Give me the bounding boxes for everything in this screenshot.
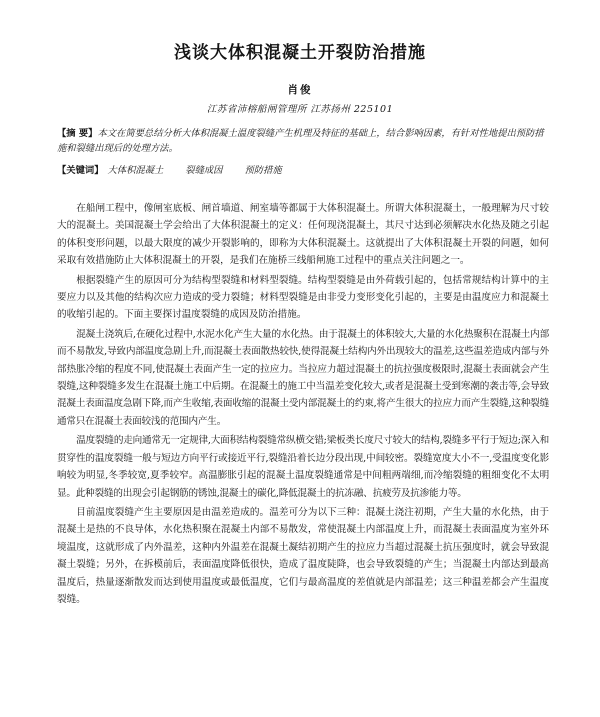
author-name: 肖俊 [287,84,313,96]
keywords-label: 【关键词】 [57,165,104,176]
body-paragraph: 目前温度裂缝产生主要原因是由温差造成的。温差可分为以下三种：混凝土浇注初期，产生大量的水化热，由于混凝土是热的不良导体，水化热积聚在混凝土内部不易散发，常使混凝土内部温度上升，而混凝土表面温度为室外环境温度，这就形成了内外温差，这种内外温差在混凝土凝结初期产生的拉应力当超过混凝土抗压强度时，就会导致混凝土裂缝；另外，在拆模前后，表面温度降低很快，造成了温度陡降，也会导致裂缝的产生；当混凝土内部达到最高温度后，热量逐渐散发而达到使用温度或最低温度，它们与最高温度的差值就是内部温差；这三种温差都会产生温度裂缝。 [57,506,549,605]
keyword: 裂缝成因 [185,165,223,176]
author-affiliation: 江苏省沛榕船闸管理所 江苏扬州 225101 [206,104,394,115]
abstract-label: 【摘 要】 [57,128,98,139]
body-paragraph: 在船闸工程中，像闸室底板、闸首墙道、闸室墙等都属于大体积混凝土。所谓大体积混凝土，一般理解为尺寸较大的混凝土。美国混凝土学会给出了大体积混凝土的定义：任何现浇混凝土，其尺寸达到必须解决水化热及随之引起的体积变形问题，以最大限度的减少开裂影响的，即称为大体积混凝土。这就提出了大体积混凝土开裂的问题，如何采取有效措施防止大体积混凝土的开裂，是我们在施桥三线船闸施工过程中的重点关注问题之一。 [57,203,549,267]
body-text [57,200,549,608]
body-paragraph: 根据裂缝产生的原因可分为结构型裂缝和材料型裂缝。结构型裂缝是由外荷载引起的，包括常规结构计算中的主要应力以及其他的结构次应力造成的受力裂缝；材料型裂缝是由非受力变形变化引起的，主要是由温度应力和混凝土的收缩引起的。下面主要探讨温度裂缝的成因及防治措施。 [57,274,549,321]
keyword: 预防措施 [244,165,282,176]
body-paragraph: 混凝土浇筑后,在硬化过程中,水泥水化产生大量的水化热。由于混凝土的体积较大,大量的水化热聚积在混凝土内部而不易散发,导致内部温度急剧上升,而混凝土表面散热较快,使得混凝土结构内外出现较大的温差,这些温差造成内部与外部热胀冷缩的程度不同,使混凝土表面产生一定的拉应力。当拉应力超过混凝土的抗拉强度极限时,混凝土表面就会产生裂缝,这种裂缝多发生在混凝土施工中后期。在混凝土的施工中当温差变化较大,或者是混凝土受到寒潮的袭击等,会导致混凝土表面温度急剧下降,而产生收缩,表面收缩的混凝土受内部混凝土的约束,将产生很大的拉应力而产生裂缝,这种裂缝通常只在混凝土表面较浅的范围内产生。 [57,328,549,427]
abstract [57,126,549,156]
keyword: 大体积混凝土 [107,165,164,176]
body-paragraph: 温度裂缝的走向通常无一定规律,大面积结构裂缝常纵横交错;梁板类长度尺寸较大的结构,裂缝多平行于短边;深入和贯穿性的温度裂缝一般与短边方向平行或接近平行,裂缝沿着长边分段出现,中间较密。裂缝宽度大小不一,受温度变化影响较为明显,冬季较宽,夏季较窄。高温膨胀引起的混凝土温度裂缝通常是中间粗两端细,而冷缩裂缝的粗细变化不太明显。此种裂缝的出现会引起钢筋的锈蚀,混凝土的碳化,降低混凝土的抗冻融、抗疲劳及抗渗能力等。 [57,435,549,499]
abstract-text: 本文在简要总结分析大体积混凝土温度裂缝产生机理及特征的基础上，结合影响因素，有针对性地提出预防措施和裂缝出现后的处理方法。 [57,128,544,154]
keywords [57,163,549,178]
paper-title: 浅谈大体积混凝土开裂防治措施 [174,43,426,63]
